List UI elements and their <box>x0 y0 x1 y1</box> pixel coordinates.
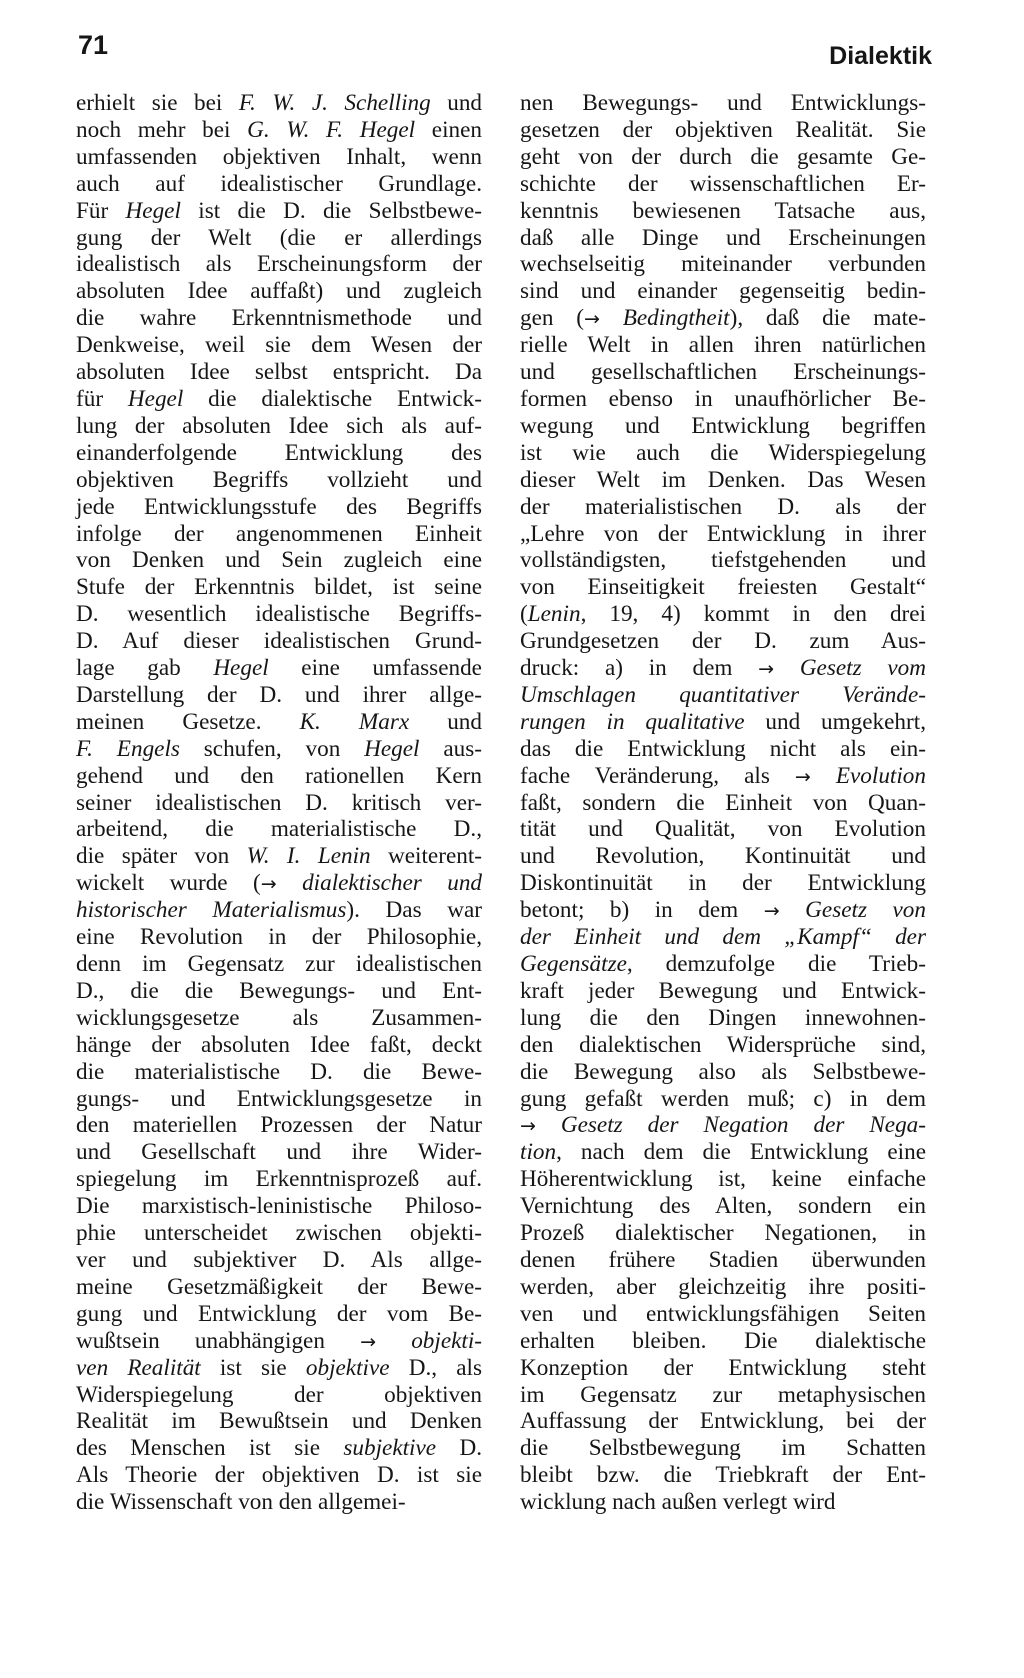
text-run: werden, aber gleichzeitig ihre positi- <box>520 1273 926 1300</box>
text-run: auch auf idealistischer Grundlage. <box>76 170 482 197</box>
text-line <box>520 1032 926 1059</box>
text-line <box>76 1382 482 1409</box>
text-run: wicklungsgesetze als Zusammen- <box>76 1004 482 1031</box>
text-run: gung und Entwicklung der vom Be- <box>76 1300 482 1327</box>
italic-term: Gegensätze <box>520 951 627 977</box>
italic-term: historischer Materialismus <box>76 897 347 924</box>
text-line <box>520 1301 926 1328</box>
text-run: Prozeß dialektischer Negationen, in <box>520 1220 926 1247</box>
text-run: objektiven Begriffs vollzieht und <box>76 466 482 493</box>
text-run: ist die D. die Selbstbewe- <box>180 197 482 224</box>
text-line <box>520 1193 926 1220</box>
text-line <box>520 1408 926 1435</box>
text-run: D. Auf dieser idealistischen Grund- <box>76 628 482 655</box>
text-run: gungs- und Entwicklungsgesetze in <box>76 1085 482 1112</box>
text-run: ven und entwicklungsfähigen Seiten <box>520 1300 926 1327</box>
text-line <box>520 816 926 843</box>
text-run: von Einseitigkeit freiesten Gestalt“ <box>520 574 926 601</box>
text-run: Für <box>76 197 126 224</box>
text-run: D., als <box>389 1354 482 1381</box>
text-run <box>780 897 806 923</box>
text-run: sind und einander gegenseitig bedin- <box>520 278 926 305</box>
text-line <box>76 709 482 736</box>
italic-term: W. I. Lenin <box>246 843 371 870</box>
text-run: Widerspiegelung der objektiven <box>76 1381 482 1408</box>
text-line <box>76 628 482 655</box>
text-line <box>520 709 926 736</box>
text-line <box>76 251 482 278</box>
text-line <box>520 574 926 601</box>
text-run: gesetzen der objektiven Realität. Sie <box>520 116 926 143</box>
text-line <box>520 1086 926 1113</box>
text-line <box>520 305 926 332</box>
cross-reference-arrow-icon: → <box>583 308 600 331</box>
italic-term: F. W. J. Schelling <box>238 90 431 116</box>
text-line <box>520 1139 926 1166</box>
text-line <box>520 359 926 386</box>
italic-term: Gesetz vom <box>799 655 926 682</box>
text-line <box>76 1059 482 1086</box>
italic-term: Gesetz von <box>805 897 926 924</box>
text-line <box>76 359 482 386</box>
text-line <box>520 870 926 897</box>
text-run: der materialistischen D. als der <box>520 493 926 520</box>
text-line <box>76 1489 482 1516</box>
text-line <box>76 574 482 601</box>
text-run: und umgekehrt, <box>744 708 926 735</box>
text-line <box>520 117 926 144</box>
text-line <box>520 1166 926 1193</box>
italic-term: dialektischer und <box>302 870 483 897</box>
text-run: Grundgesetzen der D. zum Aus- <box>520 628 926 655</box>
text-run: idealistisch als Erscheinungsform der <box>76 251 482 278</box>
italic-term: Hegel <box>364 735 420 762</box>
italic-term: objektive <box>305 1354 390 1381</box>
text-run: gehend und den rationellen Kern <box>76 762 482 789</box>
italic-term: Hegel <box>125 197 181 224</box>
text-run <box>536 1112 561 1138</box>
text-line <box>520 386 926 413</box>
text-run: absoluten Idee auffaßt) und zugleich <box>76 278 482 305</box>
text-line <box>520 951 926 978</box>
text-line <box>76 951 482 978</box>
text-line <box>76 386 482 413</box>
text-run: umfassenden objektiven Inhalt, wenn <box>76 143 482 170</box>
text-run: wickelt wurde ( <box>76 870 261 897</box>
text-run: meine Gesetzmäßigkeit der Bewe- <box>76 1273 482 1300</box>
italic-term: Hegel <box>213 655 269 682</box>
text-run: , nach dem die Entwicklung eine <box>556 1139 926 1166</box>
text-line <box>520 1112 926 1139</box>
text-line <box>520 1355 926 1382</box>
text-run: und gesellschaftlichen Erscheinungs- <box>520 359 926 386</box>
text-run: die Wissenschaft von den allgemei- <box>76 1489 406 1516</box>
text-run: , 19, 4) kommt in den drei <box>580 601 926 628</box>
text-run: und <box>430 90 483 116</box>
text-line <box>520 198 926 225</box>
text-run: Darstellung der D. und ihrer allge- <box>76 681 482 708</box>
text-line <box>520 547 926 574</box>
text-line <box>76 1032 482 1059</box>
text-run: eine umfassende <box>268 655 482 682</box>
text-line <box>520 1220 926 1247</box>
text-line <box>520 628 926 655</box>
text-run: wechselseitig miteinander verbunden <box>520 251 926 278</box>
text-line <box>76 978 482 1005</box>
text-run: gen ( <box>520 305 584 332</box>
text-line <box>76 1220 482 1247</box>
text-line <box>520 978 926 1005</box>
text-run: den materiellen Prozessen der Natur <box>76 1112 482 1139</box>
text-run: die dialektische Entwick- <box>183 385 482 412</box>
text-run: ), daß die mate- <box>729 305 927 332</box>
text-line <box>76 413 482 440</box>
text-line <box>76 1086 482 1113</box>
cross-reference-arrow-icon: → <box>360 1330 377 1353</box>
text-run: die später von <box>76 843 247 870</box>
text-run: einen <box>415 116 483 143</box>
text-line <box>76 1462 482 1489</box>
text-line <box>520 171 926 198</box>
text-line <box>76 144 482 171</box>
text-run: schichte der wissenschaftlichen Er- <box>520 170 926 197</box>
text-line <box>520 763 926 790</box>
text-column-left <box>76 90 482 1516</box>
text-run: daß alle Dinge und Erscheinungen <box>520 224 926 251</box>
text-line <box>76 1166 482 1193</box>
text-line <box>76 601 482 628</box>
text-line <box>520 1462 926 1489</box>
text-run: wegung und Entwicklung begriffen <box>520 412 926 439</box>
text-run: einanderfolgende Entwicklung des <box>76 439 482 466</box>
text-run: lage gab <box>76 655 214 682</box>
text-run: lung der absoluten Idee sich als auf- <box>76 412 482 439</box>
text-run: formen ebenso in unaufhörlicher Be- <box>520 385 926 412</box>
text-run: das die Entwicklung nicht als ein- <box>520 735 926 762</box>
text-column-right <box>520 90 926 1516</box>
text-run <box>277 870 302 896</box>
text-run: im Gegensatz zur metaphysischen <box>520 1381 926 1408</box>
text-run: von Denken und Sein zugleich eine <box>76 547 482 574</box>
text-line <box>520 601 926 628</box>
text-line <box>76 1139 482 1166</box>
text-line <box>76 1193 482 1220</box>
text-line <box>76 1355 482 1382</box>
text-run: Höherentwicklung ist, keine einfache <box>520 1166 926 1193</box>
text-line <box>76 1435 482 1462</box>
text-run: fache Veränderung, als <box>520 762 795 789</box>
text-line <box>76 225 482 252</box>
text-line <box>76 1328 482 1355</box>
text-run: ist sie <box>200 1354 306 1381</box>
text-run: ( <box>520 601 528 628</box>
text-line <box>76 1247 482 1274</box>
text-run: meinen Gesetze. <box>76 708 300 735</box>
text-run: die Bewegung also als Selbstbewe- <box>520 1058 926 1085</box>
cross-reference-arrow-icon: → <box>758 658 775 681</box>
text-run: wußtsein unabhängigen <box>76 1327 361 1354</box>
text-line <box>520 440 926 467</box>
text-run: D. wesentlich idealistische Begriffs- <box>76 601 482 628</box>
text-line <box>76 763 482 790</box>
running-head: Dialektik <box>829 42 932 70</box>
text-line <box>76 790 482 817</box>
text-run: jede Entwicklungsstufe des Begriffs <box>76 493 482 520</box>
text-run: arbeitend, die materialistische D., <box>76 816 482 843</box>
text-run: denn im Gegensatz zur idealistischen <box>76 951 482 977</box>
text-run: absoluten Idee selbst entspricht. Da <box>76 359 482 386</box>
italic-term: rungen in qualitative <box>520 708 745 735</box>
text-run: spiegelung im Erkenntnisprozeß auf. <box>76 1166 482 1193</box>
text-line <box>520 278 926 305</box>
cross-reference-arrow-icon: → <box>260 873 277 896</box>
text-run: betont; b) in dem <box>520 897 764 924</box>
text-run: D., die die Bewegungs- und Ent- <box>76 977 482 1004</box>
text-run: und Gesellschaft und ihre Wider- <box>76 1139 482 1166</box>
text-line <box>520 1382 926 1409</box>
text-run: Als Theorie der objektiven D. ist sie <box>76 1462 482 1489</box>
text-run: seiner idealistischen D. kritisch ver- <box>76 789 482 816</box>
text-run: Diskontinuität in der Entwicklung <box>520 870 926 897</box>
text-run: kraft jeder Bewegung und Entwick- <box>520 977 926 1004</box>
text-line <box>76 1301 482 1328</box>
text-run: weiterent- <box>370 843 482 870</box>
text-line <box>520 521 926 548</box>
text-run: „Lehre von der Entwicklung in ihrer <box>520 520 926 547</box>
text-line <box>76 1408 482 1435</box>
text-run: ). Das war <box>346 897 482 924</box>
text-line <box>520 924 926 951</box>
text-run: , demzufolge die Trieb- <box>626 951 926 977</box>
text-line <box>76 332 482 359</box>
text-line <box>520 1274 926 1301</box>
text-line <box>76 198 482 225</box>
text-run: ist wie auch die Widerspiegelung <box>520 439 926 466</box>
text-run: für <box>76 385 128 412</box>
text-run: erhielt sie bei <box>76 90 239 116</box>
text-line <box>520 1247 926 1274</box>
text-run: Auffassung der Entwicklung, bei der <box>520 1408 926 1435</box>
text-line <box>520 251 926 278</box>
text-run: Denkweise, weil sie dem Wesen der <box>76 332 482 359</box>
text-run: geht von der durch die gesamte Ge- <box>520 143 926 170</box>
text-run: Die marxistisch-leninistische Philoso- <box>76 1193 482 1220</box>
text-run: druck: a) in dem <box>520 655 759 682</box>
text-line <box>520 413 926 440</box>
text-run: erhalten bleiben. Die dialektische <box>520 1327 926 1354</box>
italic-term: tion <box>520 1139 557 1166</box>
text-run: bleibt bzw. die Triebkraft der Ent- <box>520 1462 926 1489</box>
text-run: nen Bewegungs- und Entwicklungs- <box>520 90 926 116</box>
text-run: den dialektischen Widersprüche sind, <box>520 1031 926 1058</box>
text-run: infolge der angenommenen Einheit <box>76 520 482 547</box>
text-line <box>520 1005 926 1032</box>
text-run: und Revolution, Kontinuität und <box>520 843 926 870</box>
italic-term: F. Engels <box>76 735 180 762</box>
text-line <box>76 924 482 951</box>
italic-term: Lenin <box>527 601 581 628</box>
text-run <box>600 305 623 331</box>
text-run: hänge der absoluten Idee faßt, deckt <box>76 1031 482 1058</box>
text-line <box>76 547 482 574</box>
text-line <box>76 1005 482 1032</box>
text-run: gung gefaßt werden muß; c) in dem <box>520 1085 926 1112</box>
text-run: vollständigsten, tiefstgehenden und <box>520 547 926 574</box>
text-line <box>76 682 482 709</box>
text-line <box>520 90 926 117</box>
text-run: faßt, sondern die Einheit von Quan- <box>520 789 926 816</box>
text-run: eine Revolution in der Philosophie, <box>76 924 482 951</box>
text-run: des Menschen ist sie <box>76 1435 344 1462</box>
text-run: tität und Qualität, von Evolution <box>520 816 926 843</box>
text-line <box>520 467 926 494</box>
italic-term: Gesetz der Negation der Nega- <box>560 1112 926 1139</box>
text-line <box>76 171 482 198</box>
text-run: rielle Welt in allen ihren natürlichen <box>520 332 926 359</box>
text-line <box>76 1274 482 1301</box>
text-line <box>520 897 926 924</box>
text-run: und <box>409 708 482 735</box>
text-run: die wahre Erkenntnismethode und <box>76 305 482 332</box>
text-line <box>76 897 482 924</box>
text-line <box>76 736 482 763</box>
text-line <box>520 790 926 817</box>
text-run: schufen, von <box>179 735 365 762</box>
text-run <box>376 1328 411 1354</box>
text-line <box>76 816 482 843</box>
text-run: ver und subjektiver D. Als allge- <box>76 1246 482 1273</box>
text-run: kenntnis bewiesenen Tatsache aus, <box>520 197 926 224</box>
text-run: die Selbstbewegung im Schatten <box>520 1435 926 1462</box>
text-line <box>76 870 482 897</box>
cross-reference-arrow-icon: → <box>763 900 780 923</box>
text-run: dieser Welt im Denken. Das Wesen <box>520 466 926 493</box>
italic-term: subjektive <box>343 1435 437 1462</box>
text-line <box>520 225 926 252</box>
text-line <box>76 843 482 870</box>
text-line <box>520 494 926 521</box>
text-line <box>520 736 926 763</box>
italic-term: der Einheit und dem „Kampf“ der <box>520 924 926 951</box>
text-line <box>76 467 482 494</box>
text-run: aus- <box>419 735 482 762</box>
text-run <box>811 763 836 789</box>
text-line <box>520 682 926 709</box>
text-line <box>520 655 926 682</box>
italic-term: ven Realität <box>76 1354 201 1381</box>
text-line <box>76 440 482 467</box>
text-line <box>76 521 482 548</box>
text-line <box>76 117 482 144</box>
text-line <box>76 655 482 682</box>
italic-term: Hegel <box>127 385 184 412</box>
text-run: die materialistische D. die Bewe- <box>76 1058 482 1085</box>
text-line <box>76 305 482 332</box>
cross-reference-arrow-icon: → <box>794 765 811 788</box>
text-line <box>520 843 926 870</box>
text-run: denen frühere Stadien überwunden <box>520 1246 926 1273</box>
italic-term: G. W. F. Hegel <box>247 116 416 143</box>
text-run: gung der Welt (die er allerdings <box>76 224 482 251</box>
text-run: wicklung nach außen verlegt wird <box>520 1489 836 1516</box>
text-line <box>520 332 926 359</box>
italic-term: Evolution <box>835 762 926 789</box>
text-run: D. <box>436 1435 483 1462</box>
text-line <box>520 1328 926 1355</box>
text-run: Vernichtung des Alten, sondern ein <box>520 1193 926 1220</box>
text-line <box>76 278 482 305</box>
text-run: Realität im Bewußtsein und Denken <box>76 1408 482 1435</box>
italic-term: Umschlagen quantitativer Verände- <box>520 681 926 708</box>
text-run: phie unterscheidet zwischen objekti- <box>76 1220 482 1247</box>
text-run: Konzeption der Entwicklung steht <box>520 1354 926 1381</box>
text-run: noch mehr bei <box>76 116 248 143</box>
text-line <box>76 494 482 521</box>
italic-term: K. Marx <box>299 708 410 735</box>
text-line <box>520 1435 926 1462</box>
text-run <box>774 655 800 681</box>
text-line <box>76 90 482 117</box>
italic-term: objekti- <box>411 1327 483 1354</box>
page-number: 71 <box>78 30 109 60</box>
italic-term: Bedingtheit <box>622 305 730 332</box>
text-run: Stufe der Erkenntnis bildet, ist seine <box>76 574 482 601</box>
text-run: lung die den Dingen innewohnen- <box>520 1004 926 1031</box>
cross-reference-arrow-icon: → <box>520 1115 536 1138</box>
text-line <box>76 1112 482 1139</box>
text-line <box>520 144 926 171</box>
text-line <box>520 1059 926 1086</box>
text-line <box>520 1489 926 1516</box>
